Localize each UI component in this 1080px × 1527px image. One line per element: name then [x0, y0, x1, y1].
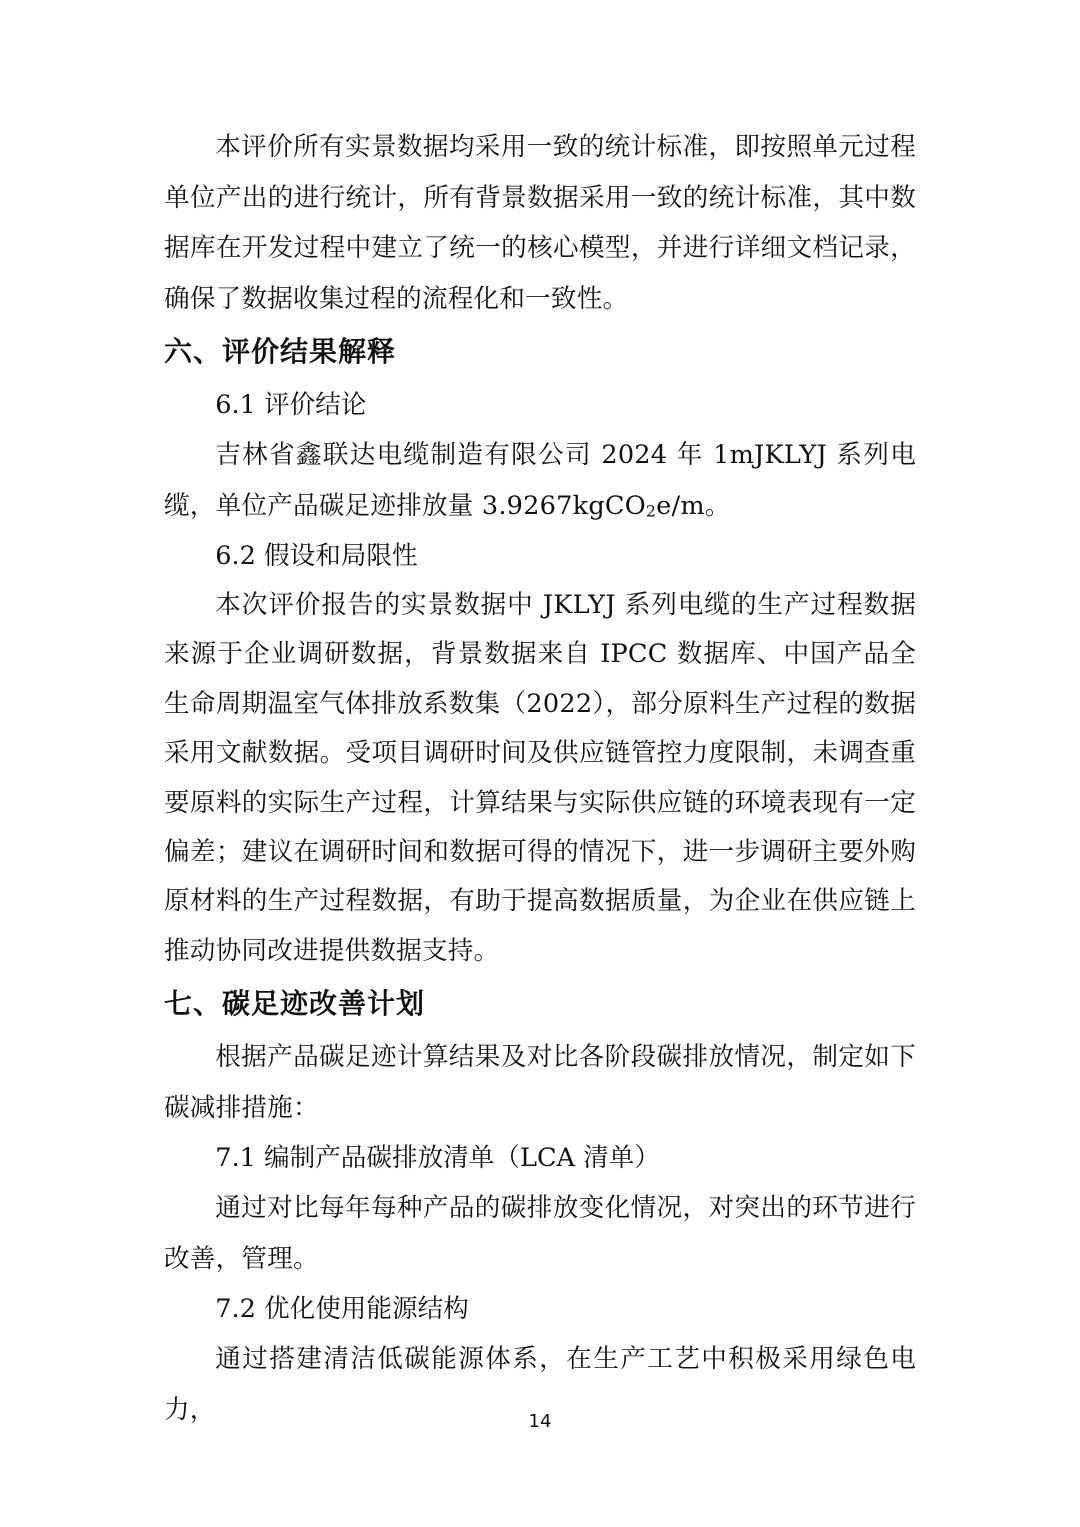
subsection-6-2-title: 6.2 假设和局限性	[215, 541, 418, 571]
section-6-heading: 六、评价结果解释	[164, 335, 397, 368]
subsection-7-1-text: 通过对比每年每种产品的碳排放变化情况，对突出的环节进行改善，管理。	[164, 1193, 916, 1274]
document-page	[164, 122, 916, 1435]
subsection-6-1-text	[164, 430, 916, 531]
subsection-7-2-title: 7.2 优化使用能源结构	[215, 1294, 469, 1325]
page-number: 14	[528, 1411, 552, 1432]
subsection-7-2-text: 通过搭建清洁低碳能源体系，在生产工艺中积极采用绿色电力，	[164, 1344, 916, 1425]
section-7-intro: 根据产品碳足迹计算结果及对比各阶段碳排放情况，制定如下碳减排措施：	[164, 1042, 916, 1123]
intro-paragraph: 本评价所有实景数据均采用一致的统计标准，即按照单元过程单位产出的进行统计，所有背景数据采用一致的统计标准，其中数据库在开发过程中建立了统一的核心模型，并进行详细文档记录，确保了数据收集过程的流程化和一致性。	[164, 132, 916, 314]
subsection-6-1-title: 6.1 评价结论	[215, 390, 367, 420]
subsection-7-1-title: 7.1 编制产品碳排放清单（LCA 清单）	[215, 1143, 660, 1174]
conclusion-text-unit: e/m。	[656, 490, 731, 521]
section-7-heading: 七、碳足迹改善计划	[164, 987, 426, 1021]
co2-subscript: 2	[645, 500, 657, 520]
subsection-6-2-text: 本次评价报告的实景数据中 JKLYJ 系列电缆的生产过程数据来源于企业调研数据，背景数据来自 IPCC 数据库、中国产品全生命周期温室气体排放系数集（2022），部分原料生产过程的数据采用文献数据。受项目调研时间及供应链管控力度限制，未调查重要原料的实际生产过程，计算结果与实际供应链的环境表现有一定偏差；建议在调研时间和数据可得的情况下，进一步调研主要外购原材料的生产过程数据，有助于提高数据质量，为企业在供应链上推动协同改进提供数据支持。	[164, 590, 916, 966]
conclusion-text-main: 吉林省鑫联达电缆制造有限公司 2024 年 1mJKLYJ 系列电缆，单位产品碳足迹排放量 3.9267kgCO	[164, 440, 916, 521]
